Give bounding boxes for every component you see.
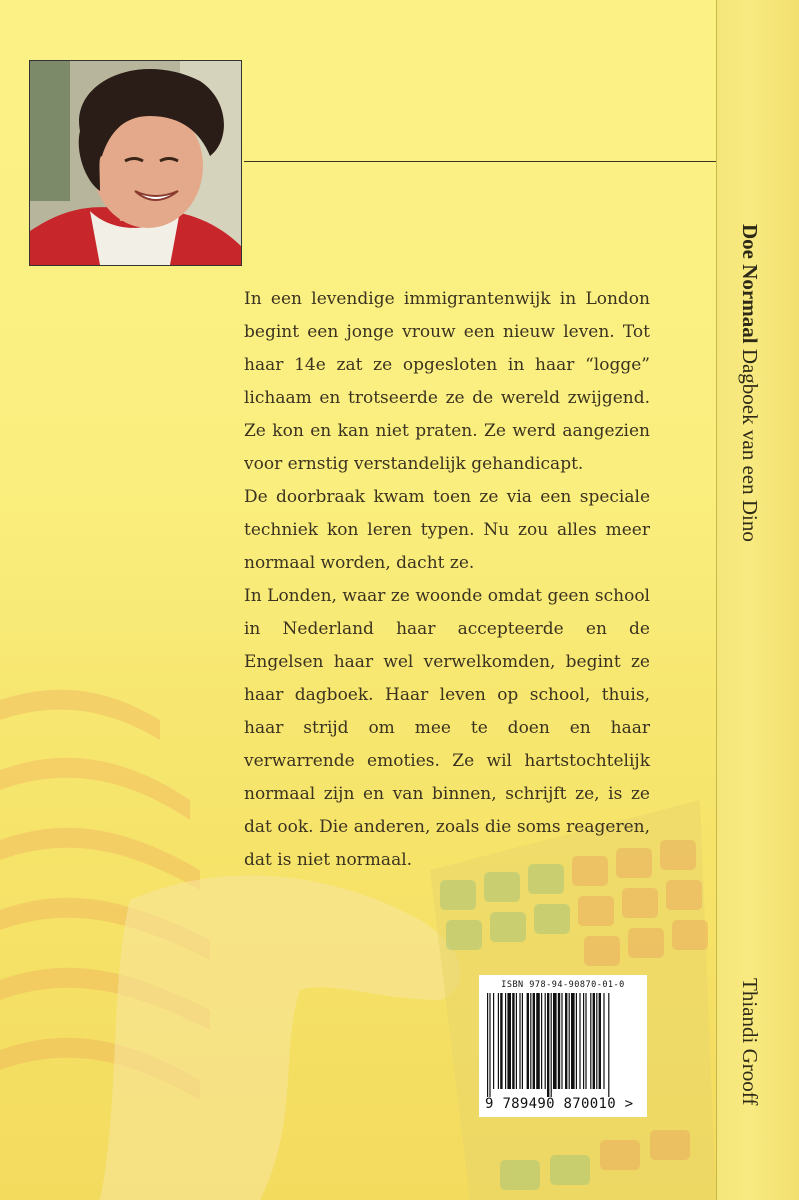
barcode-bar — [565, 993, 567, 1089]
barcode-bar — [576, 993, 577, 1089]
barcode-arrow: > — [624, 1096, 634, 1112]
spine-subtitle: Dagboek van een Dino — [738, 348, 762, 542]
barcode-bar — [547, 993, 549, 1097]
barcode-bar — [590, 993, 591, 1089]
barcode-bar — [561, 993, 562, 1089]
blurb-paragraph: De doorbraak kwam toen ze via een speciale techniek kon leren typen. Nu zou alles meer normaal worden, dacht ze. — [244, 487, 650, 573]
barcode-bar — [551, 993, 552, 1097]
barcode-bar — [487, 993, 488, 1097]
barcode-digits — [485, 1096, 641, 1112]
barcode-bar — [516, 993, 517, 1089]
isbn-label: ISBN 978-94-90870-01-0 — [501, 980, 625, 990]
spine-author: Thiandi Grooff — [738, 978, 762, 1106]
barcode-bar — [571, 993, 575, 1089]
barcode-bar — [505, 993, 506, 1089]
back-cover-blurb — [244, 283, 650, 877]
barcode-bar — [545, 993, 546, 1089]
barcode-bar — [593, 993, 595, 1089]
barcode-bar — [489, 993, 490, 1097]
barcode-bar — [585, 993, 586, 1089]
barcode-bar — [541, 993, 542, 1089]
isbn-barcode — [479, 975, 647, 1117]
barcode-bar — [493, 993, 494, 1089]
barcode-bar — [558, 993, 560, 1089]
barcode-number: 9 789490 870010 — [485, 1096, 616, 1112]
barcode-bar — [583, 993, 584, 1089]
spine-title — [737, 224, 762, 542]
barcode-bar — [527, 993, 529, 1089]
barcode-bar — [507, 993, 511, 1089]
barcode-bar — [500, 993, 502, 1089]
barcode-bar — [536, 993, 540, 1089]
barcode-bar — [599, 993, 601, 1089]
barcode-bar — [569, 993, 570, 1089]
blurb-paragraph: In een levendige immigrantenwijk in London begint een jonge vrouw een nieuw leven. Tot haar 14e zat ze opgesloten in haar “logge” lichaam en trotseerde ze de wereld zwijgend. Ze kon en kan niet praten. Ze werd aangezien voor ernstig verstandelijk gehandicapt. — [244, 289, 650, 474]
barcode-bar — [608, 993, 609, 1097]
barcode-bars — [485, 993, 641, 1097]
author-portrait-photo — [29, 60, 242, 266]
spine-title-main: Doe Normaal — [738, 224, 762, 344]
blurb-paragraph: In Londen, waar ze woonde omdat geen school in Nederland haar accepteerde en de Engelsen haar wel verwelkomden, begint ze haar dagboek. Haar leven op school, thuis, haar strijd om mee te doen en haar verwarrende emoties. Ze wil hartstochtelijk normaal zijn en van binnen, schrijft ze, is ze dat ook. Die anderen, zoals die soms reageren, dat is niet normaal. — [244, 586, 650, 870]
barcode-bar — [530, 993, 531, 1089]
barcode-bar — [522, 993, 523, 1089]
barcode-bar — [519, 993, 520, 1089]
horizontal-rule — [244, 161, 716, 162]
barcode-bar — [512, 993, 514, 1089]
barcode-bar — [533, 993, 535, 1089]
barcode-bar — [553, 993, 557, 1089]
barcode-bar — [603, 993, 604, 1089]
barcode-bar — [596, 993, 597, 1089]
barcode-bar — [579, 993, 580, 1089]
barcode-bar — [498, 993, 499, 1089]
